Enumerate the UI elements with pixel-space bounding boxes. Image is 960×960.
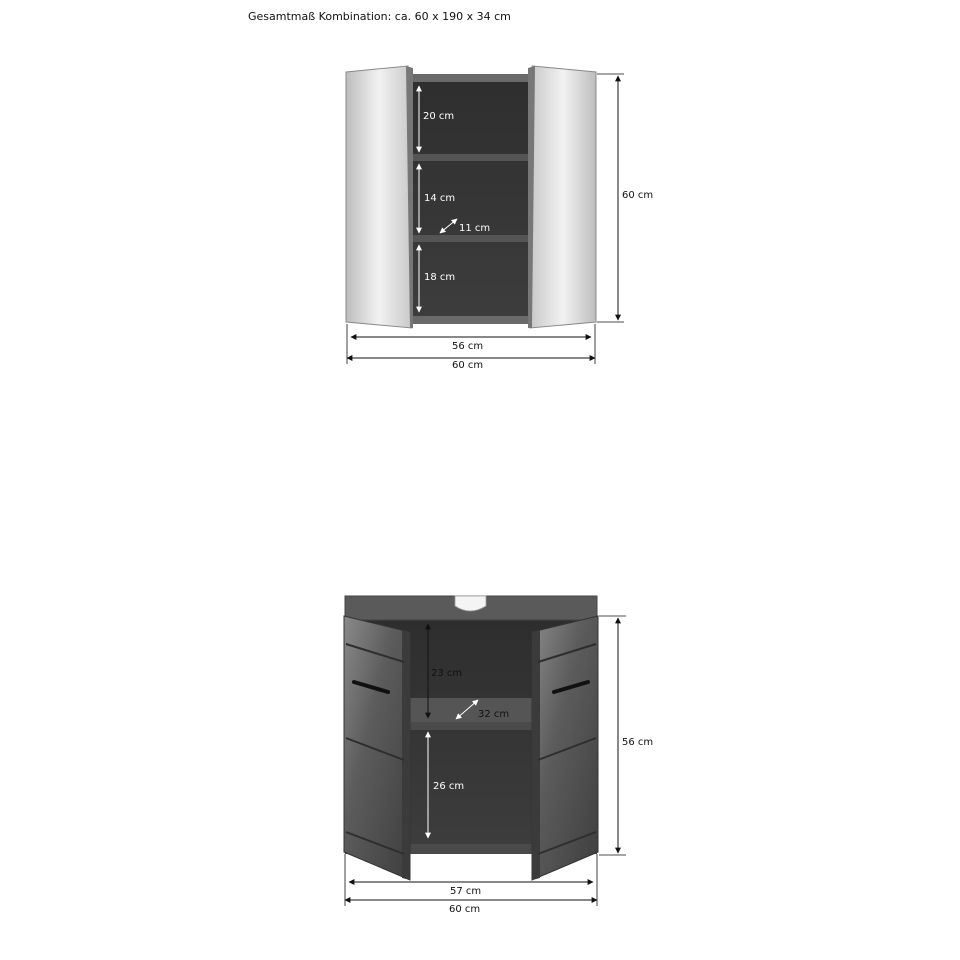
vanity-door-left <box>344 616 410 880</box>
dim-label-shelf-depth: 32 cm <box>478 709 510 720</box>
vanity-door-left-edge <box>402 630 410 880</box>
vanity-shelf-front <box>408 722 532 730</box>
page-title: Gesamtmaß Kombination: ca. 60 x 190 x 34 cm <box>248 10 511 23</box>
mirror-cabinet-shelf <box>412 154 530 161</box>
dim-label-outer-width: 60 cm <box>449 904 481 915</box>
vanity-shelf <box>408 698 532 724</box>
dim-label-shelf-middle: 14 cm <box>424 193 456 204</box>
dim-label-height: 60 cm <box>622 190 654 201</box>
dim-label-lower-compartment: 26 cm <box>433 781 465 792</box>
dim-label-outer-width: 60 cm <box>452 360 484 371</box>
dim-label-inner-width: 57 cm <box>450 886 482 897</box>
vanity-door-right <box>532 616 598 880</box>
vanity-cabinet <box>344 596 653 915</box>
mirror-door-right <box>530 66 596 328</box>
dim-label-shelf-depth: 11 cm <box>459 223 491 234</box>
dim-label-shelf-bottom: 18 cm <box>424 272 456 283</box>
dim-label-height: 56 cm <box>622 737 654 748</box>
dim-label-inner-width: 56 cm <box>452 341 484 352</box>
mirror-cabinet-top-panel <box>408 74 532 82</box>
mirror-door-left <box>346 66 412 328</box>
mirror-cabinet <box>346 66 653 371</box>
mirror-cabinet-bottom-panel <box>408 316 532 324</box>
dim-label-shelf-top: 20 cm <box>423 111 455 122</box>
mirror-cabinet-shelf <box>412 235 530 242</box>
dim-label-upper-clearance: 23 cm <box>431 668 463 679</box>
vanity-door-right-edge <box>532 630 540 880</box>
siphon-cutout <box>455 596 486 611</box>
